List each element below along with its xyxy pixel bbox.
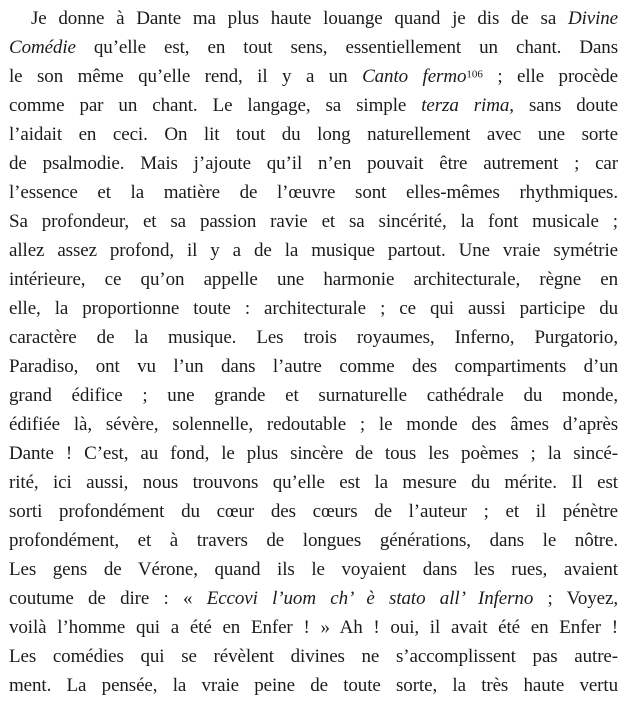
text-segment: Je donne à Dante ma plus haute louange quand je dis de sa bbox=[31, 8, 568, 29]
text-segment: édifiée là, sévère, solennelle, redoutable ; le monde des âmes d’après bbox=[9, 414, 618, 435]
text-line bbox=[9, 381, 618, 410]
text-line bbox=[9, 149, 618, 178]
text-segment: Les comédies qui se révèlent divines ne s’accomplissent pas autre- bbox=[9, 646, 618, 667]
text-segment: comme par un chant. Le langage, sa simple bbox=[9, 95, 422, 116]
text-line bbox=[9, 526, 618, 555]
text-segment: qu’elle est, en tout sens, essentiellement un chant. Dans bbox=[75, 37, 618, 58]
text-line bbox=[9, 207, 618, 236]
text-segment: allez assez profond, il y a de la musique partout. Une vraie symétrie bbox=[9, 240, 618, 261]
italic-text: Comédie bbox=[9, 37, 76, 58]
text-line bbox=[9, 178, 618, 207]
text-segment: caractère de la musique. Les trois royaumes, Inferno, Purgatorio, bbox=[9, 327, 618, 348]
text-segment: intérieure, ce qu’on appelle une harmonie architecturale, règne en bbox=[9, 269, 618, 290]
text-segment: le son même qu’elle rend, il y a un bbox=[9, 66, 363, 87]
text-line bbox=[9, 642, 618, 671]
text-segment: profondément, et à travers de longues générations, dans le nôtre. bbox=[9, 530, 618, 551]
text-segment: rité, ici aussi, nous trouvons qu’elle est la mesure du mérite. Il est bbox=[9, 472, 618, 493]
text-line bbox=[9, 236, 618, 265]
italic-text: Divine bbox=[567, 8, 618, 29]
text-segment: Paradiso, ont vu l’un dans l’autre comme des compartiments d’un bbox=[9, 356, 618, 377]
text-segment: ; Voyez, bbox=[533, 588, 618, 609]
text-line bbox=[9, 468, 618, 497]
text-line bbox=[9, 4, 618, 33]
text-line bbox=[9, 497, 618, 526]
text-line bbox=[9, 352, 618, 381]
text-line bbox=[9, 584, 618, 613]
text-segment: , sans doute bbox=[509, 95, 618, 116]
text-segment: ; elle procède bbox=[482, 66, 618, 87]
text-segment: l’essence et la matière de l’œuvre sont elles-mêmes rhythmiques. bbox=[9, 182, 618, 203]
text-segment: Sa profondeur, et sa passion ravie et sa sincérité, la font musicale ; bbox=[9, 211, 618, 232]
footnote-reference: 106 bbox=[466, 68, 483, 81]
text-segment: voilà l’homme qui a été en Enfer ! » Ah ! oui, il avait été en Enfer ! bbox=[9, 617, 618, 638]
text-line bbox=[9, 62, 618, 91]
text-line bbox=[9, 439, 618, 468]
italic-text: Canto fermo bbox=[362, 66, 467, 87]
text-line bbox=[9, 294, 618, 323]
text-segment: sorti profondément du cœur des cœurs de l’auteur ; et il pénètre bbox=[9, 501, 618, 522]
text-line bbox=[9, 671, 618, 700]
text-line bbox=[9, 91, 618, 120]
italic-text: Eccovi l’uom ch’ è stato all’ Inferno bbox=[206, 588, 534, 609]
text-line bbox=[9, 265, 618, 294]
text-line bbox=[9, 555, 618, 584]
italic-text: terza rima bbox=[421, 95, 510, 116]
text-segment: Les gens de Vérone, quand ils le voyaient dans les rues, avaient bbox=[9, 559, 618, 580]
text-segment: grand édifice ; une grande et surnaturelle cathédrale du monde, bbox=[9, 385, 618, 406]
text-line bbox=[9, 410, 618, 439]
text-line bbox=[9, 323, 618, 352]
text-segment: ment. La pensée, la vraie peine de toute sorte, la très haute vertu bbox=[9, 675, 618, 696]
text-line bbox=[9, 120, 618, 149]
paragraph bbox=[9, 4, 618, 700]
text-segment: l’aidait en ceci. On lit tout du long naturellement avec une sorte bbox=[9, 124, 618, 145]
text-line bbox=[9, 613, 618, 642]
text-segment: de psalmodie. Mais j’ajoute qu’il n’en pouvait être autrement ; car bbox=[9, 153, 618, 174]
text-segment: elle, la proportionne toute : architecturale ; ce qui aussi participe du bbox=[9, 298, 618, 319]
text-segment: coutume de dire : « bbox=[9, 588, 207, 609]
text-segment: Dante ! C’est, au fond, le plus sincère de tous les poèmes ; la sincé- bbox=[9, 443, 618, 464]
text-line bbox=[9, 33, 618, 62]
